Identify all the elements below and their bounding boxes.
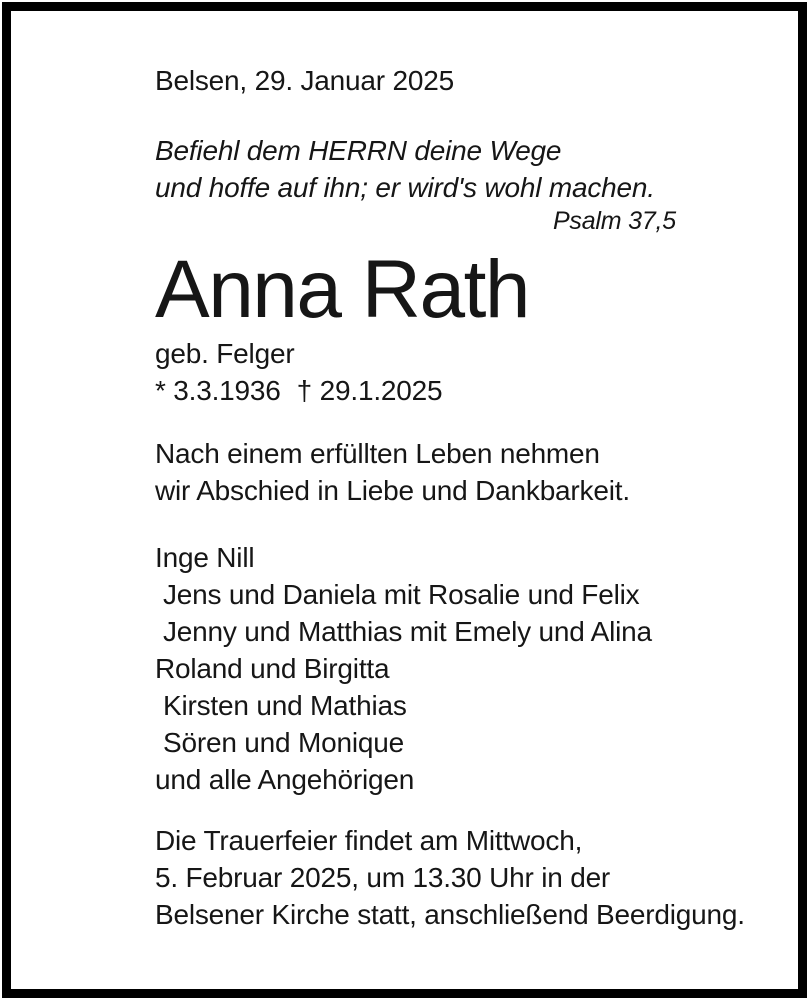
family-member: Sören und Monique xyxy=(163,727,404,758)
family-member: Inge Nill xyxy=(155,542,255,573)
family-member: Jens und Daniela mit Rosalie und Felix xyxy=(163,579,640,610)
scripture-line-1: Befiehl dem HERRN deine Wege xyxy=(155,135,562,166)
service-line-1: Die Trauerfeier findet am Mittwoch, xyxy=(155,825,583,856)
family-member: und alle Angehörigen xyxy=(155,764,415,795)
deceased-name: Anna Rath xyxy=(155,244,529,335)
service-line-3: Belsener Kirche statt, anschließend Beerdigung. xyxy=(155,899,745,930)
maiden-name: geb. Felger xyxy=(155,338,295,369)
service-line-2: 5. Februar 2025, um 13.30 Uhr in der xyxy=(155,862,611,893)
death-date: † 29.1.2025 xyxy=(296,375,443,406)
obituary-notice xyxy=(11,11,798,933)
family-names-list xyxy=(155,539,762,798)
farewell-text xyxy=(155,435,762,509)
life-dates xyxy=(155,372,762,409)
scripture-line-2: und hoffe auf ihn; er wird's wohl machen. xyxy=(155,172,655,203)
funeral-service-info xyxy=(155,822,762,933)
scripture-quote xyxy=(155,132,676,236)
scripture-reference: Psalm 37,5 xyxy=(552,207,676,235)
farewell-line-1: Nach einem erfüllten Leben nehmen xyxy=(155,438,600,469)
birth-date: * 3.3.1936 xyxy=(155,375,281,406)
dateline: Belsen, 29. Januar 2025 xyxy=(155,65,454,96)
family-member: Kirsten und Mathias xyxy=(163,690,407,721)
family-member: Jenny und Matthias mit Emely und Alina xyxy=(163,616,652,647)
farewell-line-2: wir Abschied in Liebe und Dankbarkeit. xyxy=(155,475,630,506)
family-member: Roland und Birgitta xyxy=(155,653,390,684)
notice-frame xyxy=(2,2,807,998)
